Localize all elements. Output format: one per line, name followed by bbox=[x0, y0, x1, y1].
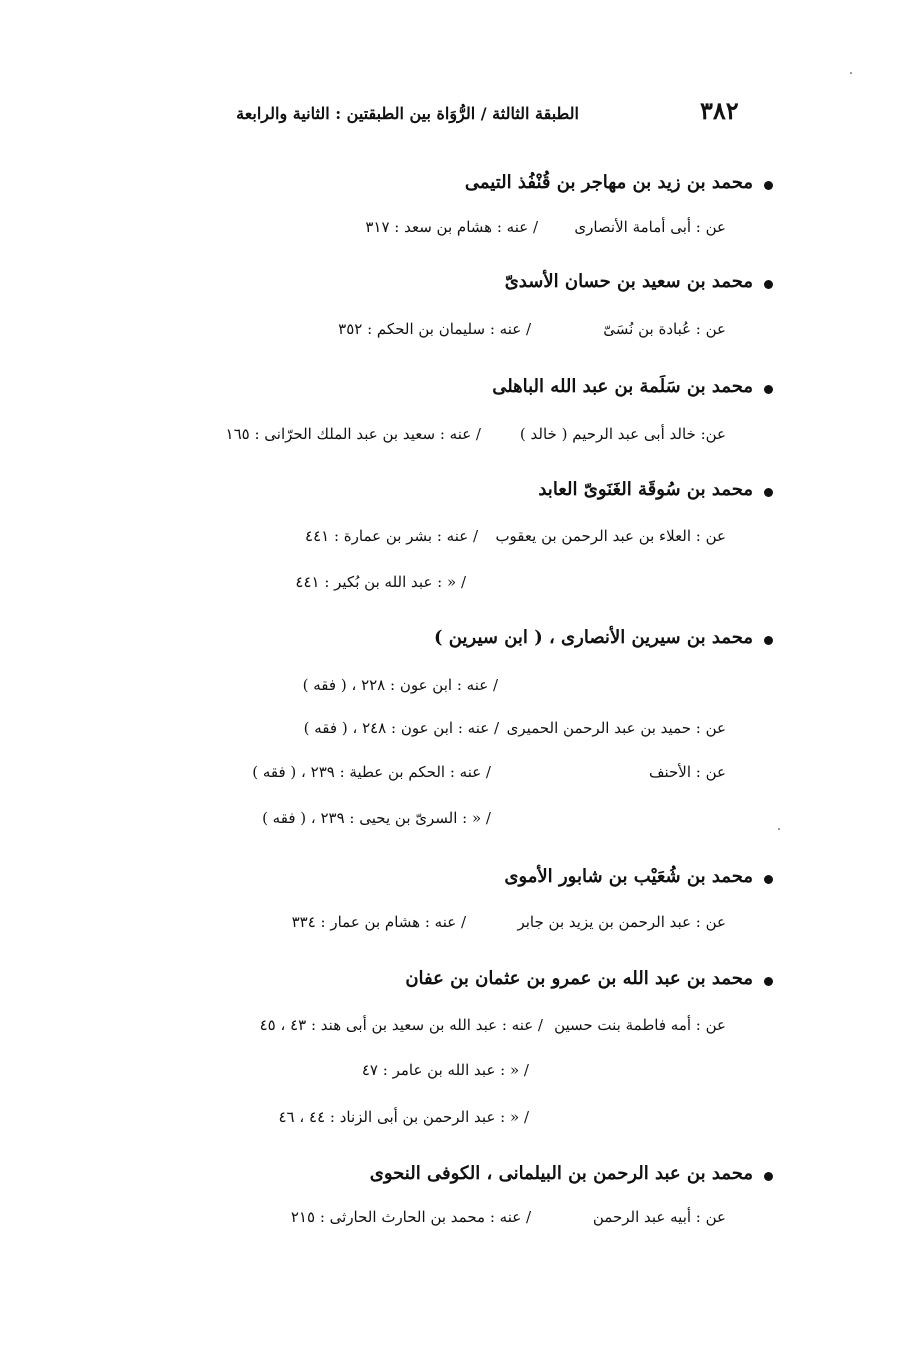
narrated-from: عن : الأحنف bbox=[648, 763, 726, 781]
narrator-name: محمد بن سَلَمة بن عبد الله الباهلى bbox=[492, 376, 753, 397]
narrated-by: / عنه : الحكم بن عطية : ٢٣٩ ، ( فقه ) bbox=[252, 763, 491, 781]
entry-bullet bbox=[764, 1172, 773, 1181]
page-number: ٣٨٢ bbox=[700, 96, 739, 125]
narrated-by: / عنه : هشام بن سعد : ٣١٧ bbox=[365, 218, 538, 236]
narrated-by: / عنه : ابن عون : ٢٢٨ ، ( فقه ) bbox=[302, 676, 498, 694]
narrator-name: محمد بن شُعَيْب بن شابور الأموى bbox=[504, 866, 753, 887]
narrated-by: / عنه : سعيد بن عبد الملك الحرّانى : ١٦٥ bbox=[225, 425, 481, 443]
narrated-from: عن : أبى أمامة الأنصارى bbox=[574, 218, 726, 236]
entry-bullet bbox=[764, 280, 773, 289]
narrated-from: عن: خالد أبى عبد الرحيم ( خالد ) bbox=[519, 425, 726, 443]
running-title: الطبقة الثالثة / الرُّوَاة بين الطبقتين : الثانية والرابعة bbox=[236, 104, 579, 123]
entry-bullet bbox=[764, 181, 773, 190]
narrated-by: / عنه : ابن عون : ٢٤٨ ، ( فقه ) bbox=[303, 719, 499, 737]
entry-bullet bbox=[764, 977, 773, 986]
narrated-by: / « : عبد الله بن بُكير : ٤٤١ bbox=[295, 573, 466, 591]
entry-bullet bbox=[764, 875, 773, 884]
narrator-name: محمد بن عبد الرحمن بن البيلمانى ، الكوفى النحوى bbox=[369, 1163, 753, 1184]
scan-speck bbox=[778, 828, 780, 830]
narrated-from: عن : العلاء بن عبد الرحمن بن يعقوب bbox=[495, 527, 726, 545]
narrated-by: / عنه : هشام بن عمار : ٣٣٤ bbox=[291, 913, 466, 931]
narrator-name: محمد بن سعيد بن حسان الأسدىّ bbox=[504, 271, 753, 292]
narrated-from: عن : حميد بن عبد الرحمن الحميرى bbox=[506, 719, 726, 737]
narrated-by: / عنه : سليمان بن الحكم : ٣٥٢ bbox=[338, 320, 531, 338]
narrator-name: محمد بن زيد بن مهاجر بن قُنْفُذ التيمى bbox=[464, 172, 753, 193]
narrated-from: عن : أمه فاطمة بنت حسين bbox=[554, 1016, 726, 1034]
entry-bullet bbox=[764, 488, 773, 497]
entry-bullet bbox=[764, 385, 773, 394]
narrated-by: / « : عبد الله بن عامر : ٤٧ bbox=[361, 1061, 529, 1079]
narrated-by: / عنه : بشر بن عمارة : ٤٤١ bbox=[305, 527, 478, 545]
entry-bullet bbox=[764, 636, 773, 645]
narrator-name: محمد بن سيرين الأنصارى ، ( ابن سيرين ) bbox=[434, 627, 753, 648]
narrator-name: محمد بن سُوقَة الغَنَوىّ العابد bbox=[538, 479, 753, 500]
narrator-name: محمد بن عبد الله بن عمرو بن عثمان بن عفان bbox=[405, 968, 753, 989]
narrated-from: عن : أبيه عبد الرحمن bbox=[592, 1208, 726, 1226]
narrated-by: / عنه : محمد بن الحارث الحارثى : ٢١٥ bbox=[290, 1208, 531, 1226]
narrated-from: عن : عُبادة بن نُسَىّ bbox=[603, 320, 726, 338]
narrated-by: / « : عبد الرحمن بن أبى الزناد : ٤٤ ، ٤٦ bbox=[278, 1108, 529, 1126]
narrated-by: / « : السرىّ بن يحيى : ٢٣٩ ، ( فقه ) bbox=[262, 809, 491, 827]
narrated-from: عن : عبد الرحمن بن يزيد بن جابر bbox=[517, 913, 726, 931]
scan-speck bbox=[850, 72, 852, 74]
narrated-by: / عنه : عبد الله بن سعيد بن أبى هند : ٤٣ ، ٤٥ bbox=[259, 1016, 543, 1034]
